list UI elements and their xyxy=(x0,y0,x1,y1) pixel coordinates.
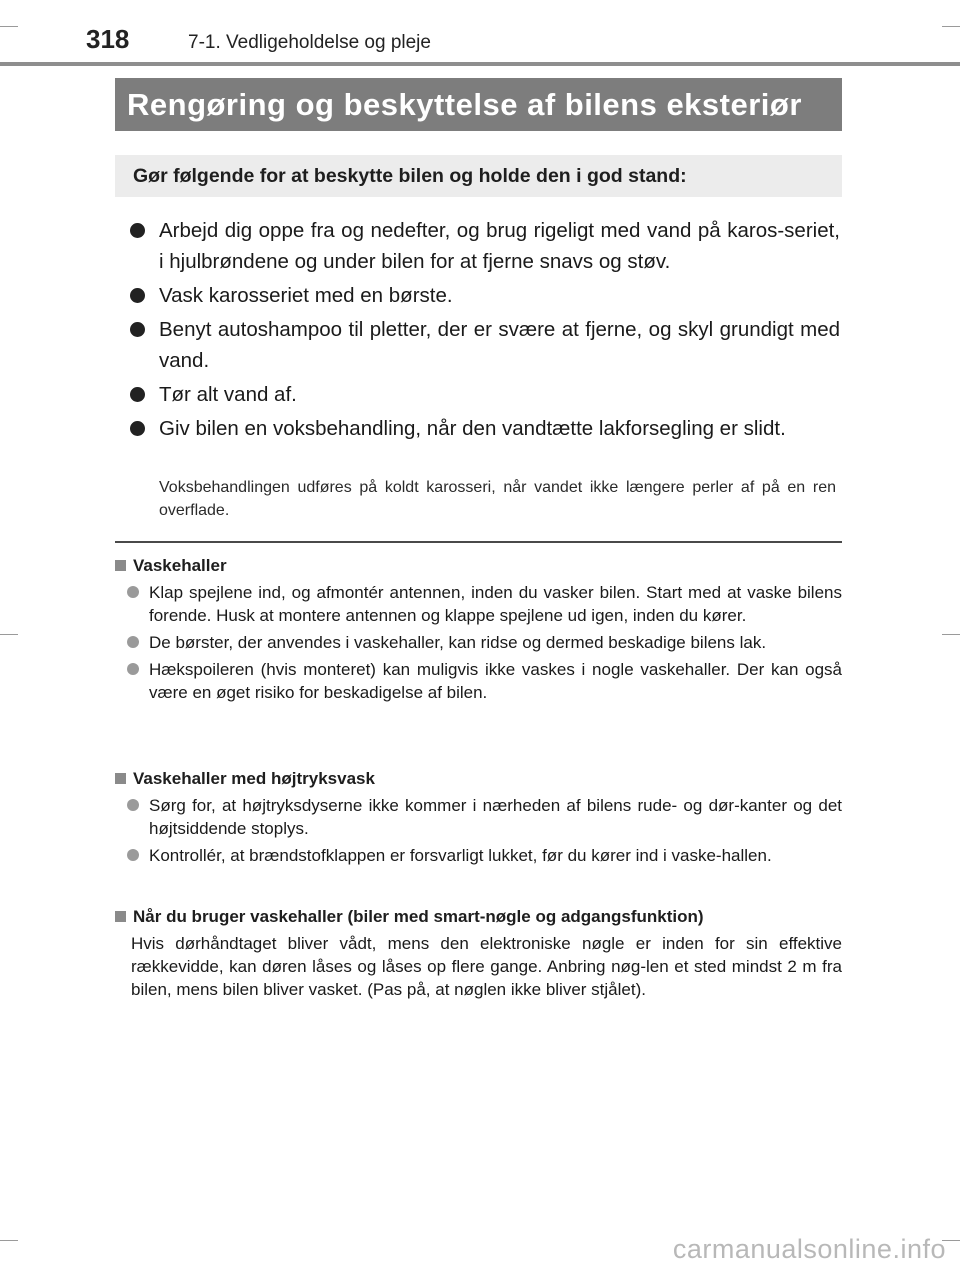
page-header xyxy=(0,0,960,66)
list-item xyxy=(130,280,840,311)
list-item xyxy=(130,314,840,376)
crop-mark xyxy=(0,1240,18,1241)
bullet-icon xyxy=(127,636,139,648)
bullet-icon xyxy=(130,387,145,402)
step-text: Vask karosseriet med en børste. xyxy=(159,284,453,307)
bullet-icon xyxy=(127,849,139,861)
list-item: Kontrollér, at brændstofklappen er forsvarligt lukket, før du kører ind i vaske-hallen. xyxy=(127,844,842,867)
page-number: 318 xyxy=(86,24,130,54)
square-bullet-icon xyxy=(115,911,126,922)
step-text: Benyt autoshampoo til pletter, der er svære at fjerne, og skyl grundigt med vand. xyxy=(159,318,840,372)
section-heading: Vaskehaller med højtryksvask xyxy=(115,768,842,790)
crop-mark xyxy=(0,634,18,635)
bullet-icon xyxy=(127,799,139,811)
steps-list xyxy=(130,215,840,447)
square-bullet-icon xyxy=(115,773,126,784)
list-item: Sørg for, at højtryksdyserne ikke kommer i nærheden af bilens rude- og dør-kanter og det højtsiddende stoplys. xyxy=(127,794,842,840)
square-bullet-icon xyxy=(115,560,126,571)
list-item xyxy=(130,413,840,444)
intro-text: Gør følgende for at beskytte bilen og holde den i god stand: xyxy=(115,155,842,197)
list-item xyxy=(130,215,840,277)
bullet-icon xyxy=(130,322,145,337)
section-heading: Når du bruger vaskehaller (biler med smart-nøgle og adgangsfunktion) xyxy=(115,906,842,928)
step-text: Tør alt vand af. xyxy=(159,383,297,406)
page-title: Rengøring og beskyttelse af bilens eksteriør xyxy=(115,78,842,131)
section-title: 7-1. Vedligeholdelse og pleje xyxy=(188,32,431,53)
section-paragraph: Hvis dørhåndtaget bliver vådt, mens den elektroniske nøgle er inden for sin effektive rækkevidde, kan døren låses og låses op flere gange. Anbring nøg-len et sted mindst 2 m fra bilen, mens bilen bliver vasket. (Pas på, at nøglen ikke bliver stjålet). xyxy=(131,934,842,999)
crop-mark xyxy=(942,634,960,635)
bullet-icon xyxy=(127,586,139,598)
list-item: Hækspoileren (hvis monteret) kan muligvis ikke vaskes i nogle vaskehaller. Der kan også være en øget risiko for beskadigelse af bilen. xyxy=(127,658,842,704)
list-item: De børster, der anvendes i vaskehaller, kan ridse og dermed beskadige bilens lak. xyxy=(127,631,842,654)
list-item: Klap spejlene ind, og afmontér antennen, inden du vasker bilen. Start med at vaske bilens forende. Husk at montere antennen og klappe spejlene ud igen, inden du kører. xyxy=(127,581,842,627)
wax-note: Voksbehandlingen udføres på koldt karosseri, når vandet ikke længere perler af på en ren overflade. xyxy=(159,479,836,519)
bullet-icon xyxy=(130,288,145,303)
step-text: Arbejd dig oppe fra og nedefter, og brug rigeligt med vand på karos-seriet, i hjulbrøndene og under bilen for at fjerne snavs og støv. xyxy=(159,219,840,273)
section-divider xyxy=(115,541,842,543)
section-heading: Vaskehaller xyxy=(115,555,842,577)
bullet-icon xyxy=(130,421,145,436)
step-text: Giv bilen en voksbehandling, når den vandtætte lakforsegling er slidt. xyxy=(159,417,786,440)
section-high-pressure-wash xyxy=(115,768,842,867)
list-item xyxy=(130,379,840,410)
bullet-icon xyxy=(130,223,145,238)
watermark: carmanualsonline.info xyxy=(672,1234,946,1264)
section-smart-key-wash xyxy=(115,906,842,1001)
section-car-wash xyxy=(115,555,842,704)
header-rule xyxy=(0,62,960,66)
bullet-icon xyxy=(127,663,139,675)
